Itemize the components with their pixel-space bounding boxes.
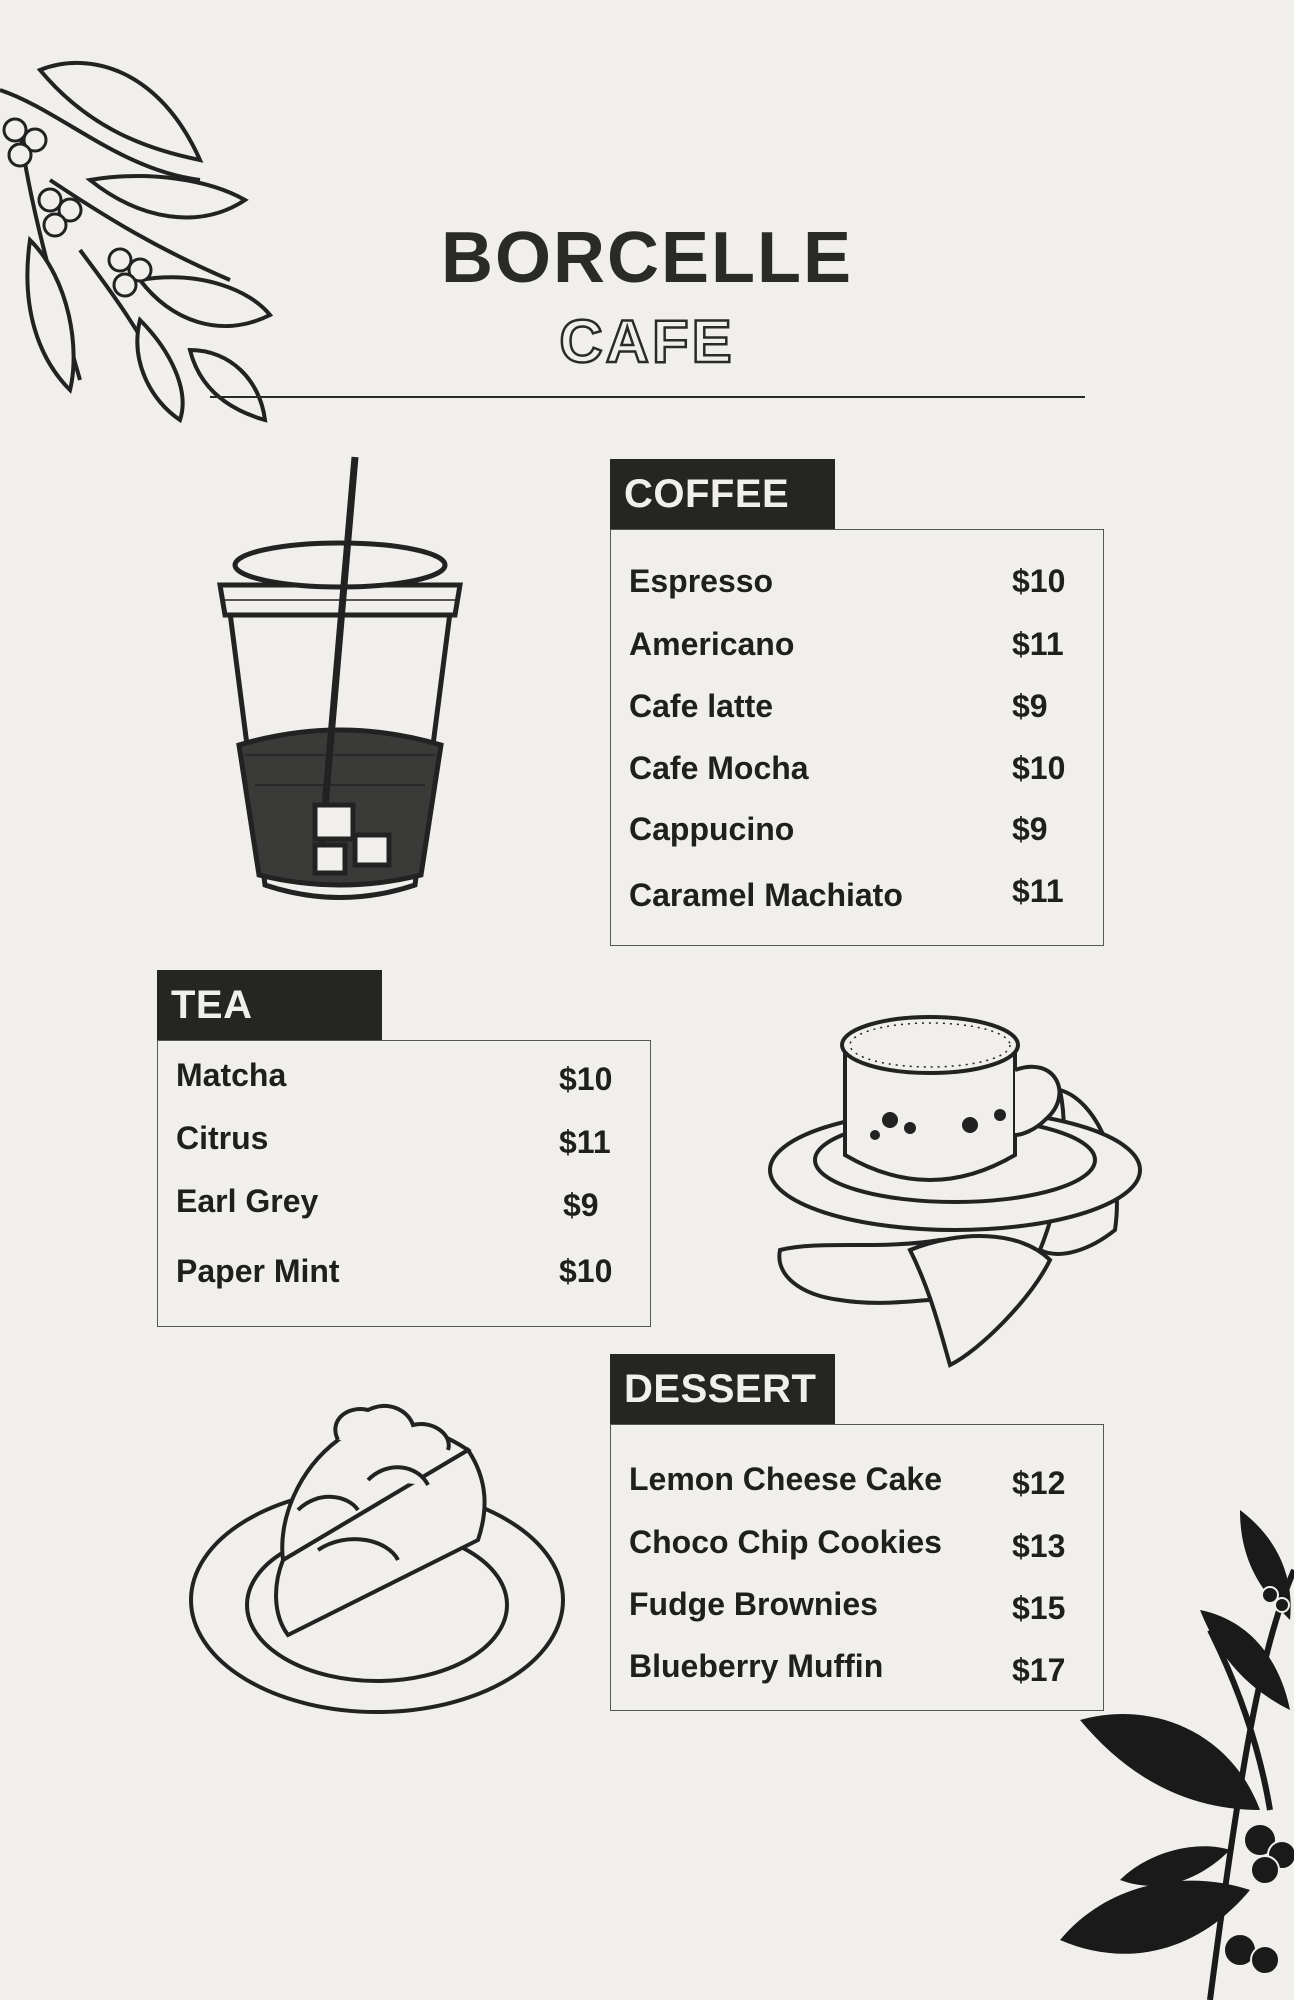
- coffee-item-name: Caramel Machiato: [629, 877, 903, 913]
- dessert-heading: DESSERT: [610, 1354, 835, 1424]
- coffee-item-name: Espresso: [629, 563, 774, 599]
- tea-item-name: Matcha: [176, 1057, 287, 1093]
- coffee-item-name: Cappucino: [629, 811, 795, 847]
- coffee-item-price: $11: [1012, 873, 1064, 909]
- coffee-item-price: $9: [1012, 811, 1048, 847]
- dessert-item-name: Blueberry Muffin: [629, 1648, 884, 1684]
- coffee-item-price: $10: [1012, 563, 1066, 599]
- tea-heading: TEA: [157, 970, 382, 1040]
- coffee-item-price: $10: [1012, 750, 1066, 786]
- tea-item-name: Paper Mint: [176, 1253, 340, 1289]
- coffee-item-price: $9: [1012, 688, 1048, 724]
- header-divider: [210, 396, 1085, 398]
- coffee-item-name: Americano: [629, 626, 795, 662]
- tea-item-name: Citrus: [176, 1120, 269, 1156]
- tea-item-price: $9: [563, 1187, 599, 1223]
- tea-item-price: $10: [559, 1253, 613, 1289]
- dessert-item-name: Lemon Cheese Cake: [629, 1461, 943, 1497]
- dessert-item-price: $12: [1012, 1465, 1066, 1501]
- coffee-item-name: Cafe latte: [629, 688, 774, 724]
- tea-item-name: Earl Grey: [176, 1183, 319, 1219]
- dessert-item-name: Fudge Brownies: [629, 1586, 878, 1622]
- dessert-item-price: $15: [1012, 1590, 1066, 1626]
- pie-slice-icon: [188, 1400, 566, 1715]
- tea-item-price: $10: [559, 1061, 613, 1097]
- dessert-item-price: $17: [1012, 1652, 1066, 1688]
- coffee-heading: COFFEE: [610, 459, 835, 529]
- brand-subtitle: CAFE: [559, 308, 735, 375]
- dessert-item-price: $13: [1012, 1528, 1066, 1564]
- iced-coffee-icon: [215, 455, 465, 905]
- coffee-item-price: $11: [1012, 626, 1064, 662]
- brand-title: BORCELLE: [441, 218, 853, 298]
- coffee-item-name: Cafe Mocha: [629, 750, 809, 786]
- teacup-icon: [760, 1000, 1125, 1370]
- tea-item-price: $11: [559, 1124, 611, 1160]
- dessert-item-name: Choco Chip Cookies: [629, 1524, 942, 1560]
